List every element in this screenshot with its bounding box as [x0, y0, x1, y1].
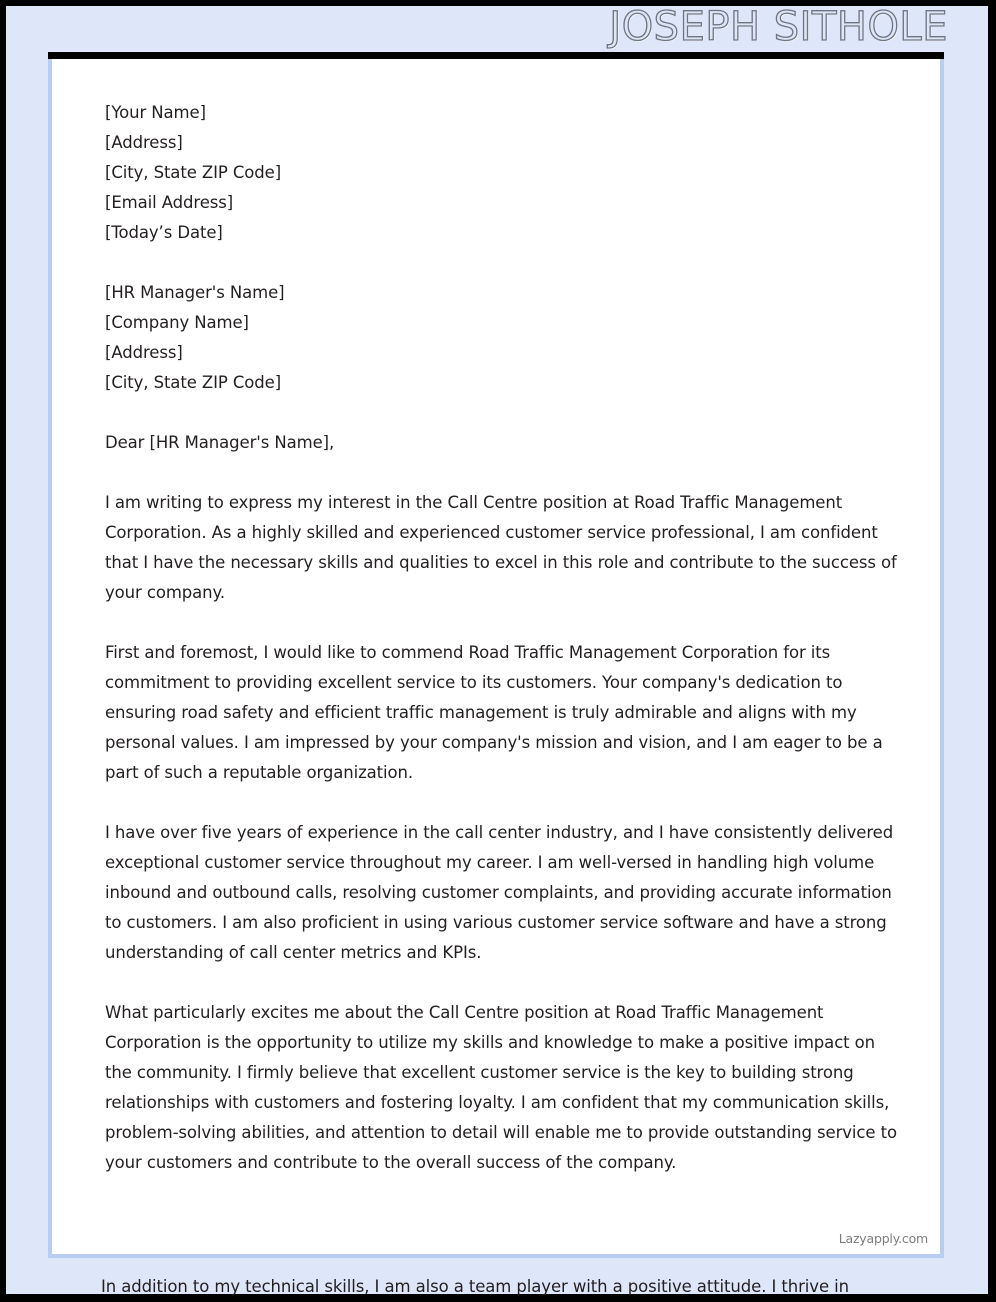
recipient-line: [City, State ZIP Code] — [105, 373, 282, 392]
header-divider-rule — [48, 52, 944, 59]
letter-page — [48, 59, 944, 1258]
sender-address-block — [105, 98, 905, 248]
salutation: Dear [HR Manager's Name], — [105, 433, 335, 452]
applicant-name-title: JOSEPH SITHOLE — [609, 6, 948, 50]
letter-paragraph: I have over five years of experience in the call center industry, and I have consistently delivered exceptional customer service throughout my career. I am well-versed in handling high volume inbound and outbound calls, resolving customer complaints, and providing accurate information to customers. I am also proficient in using various customer service software and have a strong understanding of call center metrics and KPIs. — [105, 823, 894, 962]
spacer — [105, 398, 905, 428]
letter-paragraph: What particularly excites me about the Call Centre position at Road Traffic Management Corporation is the opportunity to utilize my skills and knowledge to make a positive impact on the community. I firmly believe that excellent customer service is the key to building strong relationships with customers and fostering loyalty. I am confident that my communication skills, problem-solving abilities, and attention to detail will enable me to provide outstanding service to your customers and contribute to the overall success of the company. — [105, 1003, 897, 1172]
sender-line: [Email Address] — [105, 193, 234, 212]
recipient-line: [Company Name] — [105, 313, 249, 332]
spacer — [105, 248, 905, 278]
recipient-address-block — [105, 278, 905, 398]
sender-line: [Your Name] — [105, 103, 206, 122]
page-canvas — [6, 6, 988, 1294]
recipient-line: [Address] — [105, 343, 183, 362]
recipient-line: [HR Manager's Name] — [105, 283, 285, 302]
letter-body — [105, 98, 905, 1208]
spacer — [105, 458, 905, 488]
sender-line: [Address] — [105, 133, 183, 152]
letter-paragraph: First and foremost, I would like to commend Road Traffic Management Corporation for its commitment to providing excellent service to its customers. Your company's dedication to ensuring road safety and efficient traffic management is truly admirable and aligns with my personal values. I am impressed by your company's mission and vision, and I am eager to be a part of such a reputable organization. — [105, 643, 883, 782]
lazyapply-watermark: Lazyapply.com — [838, 1231, 928, 1246]
document-header — [6, 6, 988, 52]
next-page-overflow-line: In addition to my technical skills, I am also a team player with a positive attitude. I thrive in — [101, 1277, 849, 1296]
letter-paragraph: I am writing to express my interest in the Call Centre position at Road Traffic Management Corporation. As a highly skilled and experienced customer service professional, I am confident that I have the necessary skills and qualities to excel in this role and contribute to the success of your company. — [105, 493, 897, 602]
sender-line: [City, State ZIP Code] — [105, 163, 282, 182]
sender-line: [Today’s Date] — [105, 223, 223, 242]
